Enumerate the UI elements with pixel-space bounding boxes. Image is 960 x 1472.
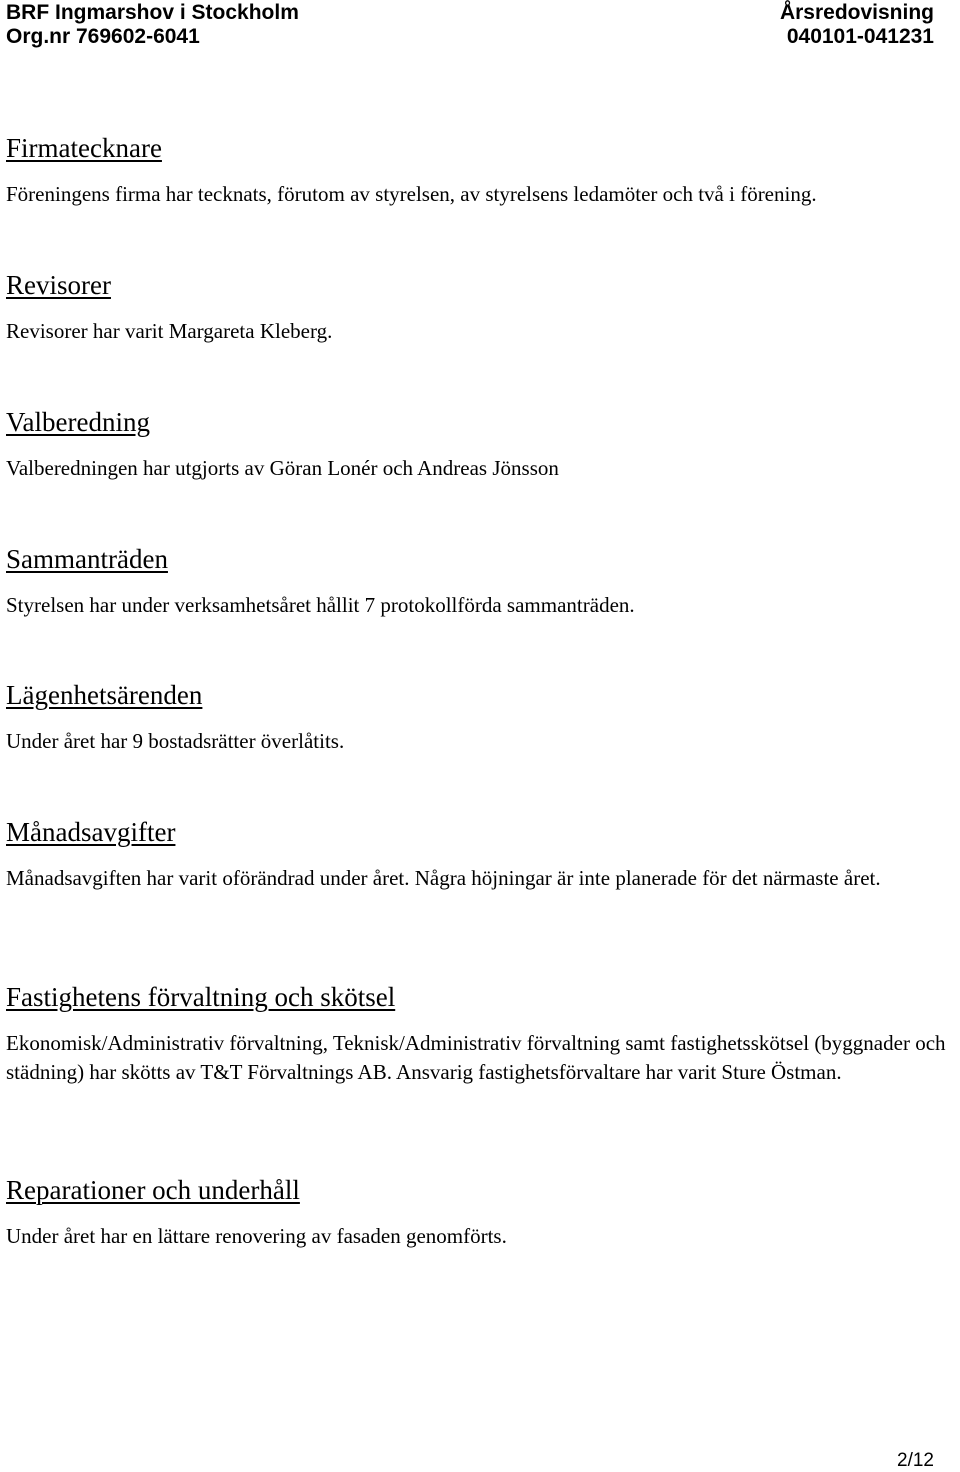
section-heading: Fastighetens förvaltning och skötsel [6,982,396,1012]
section-text: Föreningens firma har tecknats, förutom av styrelsen, av styrelsens ledamöter och två i förening. [6,182,817,206]
section-heading: Månadsavgifter [6,817,176,847]
page-header [6,0,934,62]
section-fastighetens-forvaltning [6,981,954,1087]
section-heading: Valberedning [6,407,150,437]
section-text: Revisorer har varit Margareta Kleberg. [6,319,333,343]
header-row-2 [6,24,934,49]
section-heading: Firmatecknare [6,133,162,163]
section-text: Månadsavgiften har varit oförändrad under året. Några höjningar är inte planerade för det närmaste året. [6,866,881,890]
section-revisorer [6,269,954,346]
section-heading: Lägenhetsärenden [6,680,203,710]
page-number: 2/12 [897,1450,934,1471]
section-heading: Reparationer och underhåll [6,1175,300,1205]
reporting-period: 040101-041231 [786,25,934,48]
section-heading: Sammanträden [6,544,168,574]
section-text: Under året har en lättare renovering av fasaden genomförts. [6,1224,507,1248]
section-text: Under året har 9 bostadsrätter överlåtits. [6,729,345,753]
organization-name: BRF Ingmarshov i Stockholm [6,1,299,24]
organization-number: Org.nr 769602-6041 [6,25,200,48]
document-type: Årsredovisning [779,1,934,24]
section-valberedning [6,406,954,483]
section-heading: Revisorer [6,270,111,300]
section-text: Styrelsen har under verksamhetsåret hållit 7 protokollförda sammanträden. [6,593,635,617]
section-text: Ekonomisk/Administrativ förvaltning, Teknisk/Administrativ förvaltning samt fastighetsskötsel (byggnader och städning) har skötts av T&T Förvaltnings AB. Ansvarig fastighetsförvaltare har varit Sture Östman. [6,1031,946,1084]
section-firmatecknare [6,132,954,209]
section-text: Valberedningen har utgjorts av Göran Lonér och Andreas Jönsson [6,456,559,480]
section-sammantraden [6,543,954,620]
header-row-1 [6,0,934,25]
section-reparationer [6,1174,954,1251]
section-lagenhetsarenden [6,679,954,756]
section-manadsavgifter [6,816,954,893]
